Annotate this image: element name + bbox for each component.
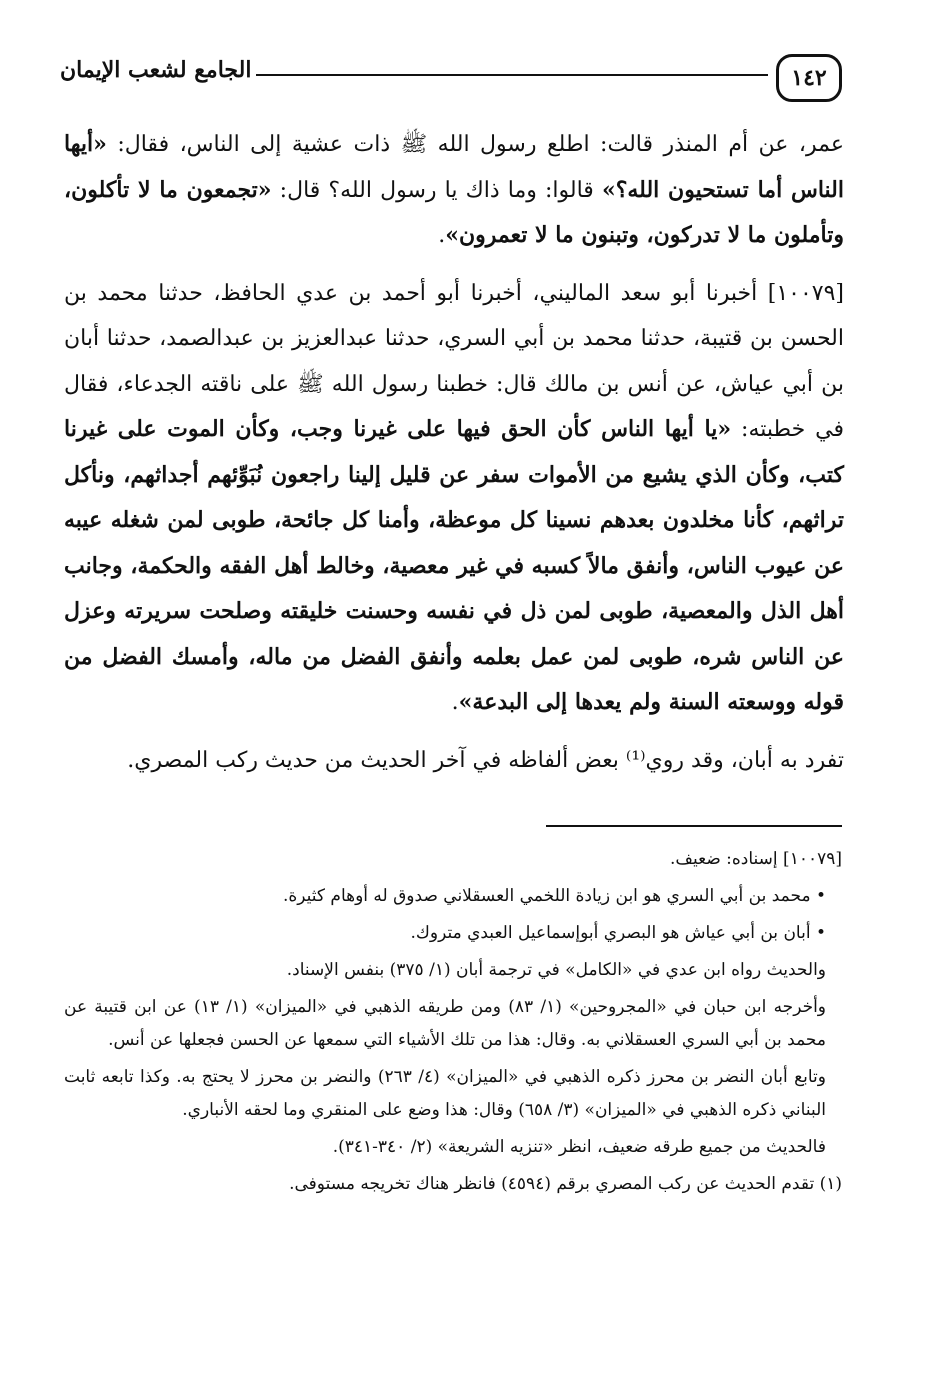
- isnad: [١٠٠٧٩] أخبرنا أبو سعد الماليني، أخبرنا أبو أحمد بن عدي الحافظ، حدثنا محمد بن الحسن بن قتيبة، حدثنا محمد بن أبي السري، حدثنا عبدالعزيز بن عبدالصمد، حدثنا أبان بن أبي عياش، عن أنس بن مالك قال: خطبنا رسول الله ﷺ على ناقته الجدعاء، فقال في خطبته:: [64, 280, 844, 442]
- book-title: الجامع لشعب الإيمان: [60, 57, 252, 83]
- paragraph-3: تفرد به أبان، وقد روي⁽¹⁾ بعض ألفاظه في آخر الحديث من حديث ركب المصري.: [127, 747, 844, 773]
- text: قالوا: وما ذاك يا رسول الله؟ قال:: [271, 177, 602, 203]
- footnote-rule: [546, 825, 842, 827]
- hadith-quote: «أيها الناس أما تستحيون الله؟»: [64, 131, 844, 203]
- paragraph-2: [64, 271, 844, 726]
- footnote-paragraph: والحديث رواه ابن عدي في «الكامل» في ترجمة أبان (١/ ٣٧٥) بنفس الإسناد.: [286, 960, 826, 980]
- main-text: [64, 122, 844, 795]
- footnote-bullet: • محمد بن أبي السري هو ابن زيادة اللخمي العسقلاني صدوق له أوهام كثيرة.: [64, 880, 842, 913]
- paragraph-1: [64, 122, 844, 259]
- page-number: ١٤٢: [776, 54, 842, 102]
- header-rule: [256, 74, 768, 76]
- footnote-bullet: • أبان بن أبي عياش هو البصري أبوإسماعيل العبدي متروك.: [64, 917, 842, 950]
- text: عمر، عن أم المنذر قالت: اطلع رسول الله ﷺ ذات عشية إلى الناس، فقال:: [106, 132, 844, 157]
- hadith-quote: «يا أيها الناس كأن الحق فيها على غيرنا وجب، وكأن الموت على غيرنا كتب، وكأن الذي يشيع من الأموات سفر عن قليل إلينا راجعون نُبَوِّئهم أجداثهم، ونأكل تراثهم، كأنا مخلدون بعدهم نسينا كل موعظة، وأمنا كل جائحة، طوبى لمن شغله عيبه عن عيوب الناس، وأنفق مالاً كسبه في غير معصية، وخالط أهل الفقه والحكمة، وجانب أهل الذل والمعصية، طوبى لمن ذل في نفسه وحسنت خليقته وصلحت سريرته وعزل عن الناس شره، طوبى لمن عمل بعلمه وأنفق الفضل من ماله، وأمسك الفضل من قوله ووسعته السنة ولم يعدها إلى البدعة»: [64, 416, 844, 715]
- text: .: [451, 690, 459, 715]
- footnote-heading: [١٠٠٧٩] إسناده: ضعيف.: [670, 849, 842, 869]
- text: .: [438, 223, 446, 248]
- footnote-1: (١) تقدم الحديث عن ركب المصري برقم (٤٥٩٤) فانظر هناك تخريجه مستوفى.: [289, 1174, 842, 1194]
- footnotes: [64, 843, 842, 1205]
- footnote-paragraph: وتابع أبان النضر بن محرز ذكره الذهبي في «الميزان» (٤/ ٢٦٣) والنضر بن محرز لا يحتج به. وكذا تابعه ثابت البناني ذكره الذهبي في «الميزان» (٣/ ٦٥٨) وقال: هذا وضع على المنقري وما لحقه الأنباري.: [64, 1067, 826, 1120]
- footnote-paragraph: فالحديث من جميع طرقه ضعيف، انظر «تنزيه الشريعة» (٢/ ٣٤٠-٣٤١).: [332, 1137, 826, 1157]
- footnote-paragraph: وأخرجه ابن حبان في «المجروحين» (١/ ٨٣) ومن طريقه الذهبي في «الميزان» (١/ ١٣) عن ابن قتيبة عن محمد بن أبي السري العسقلاني به. وقال: هذا من تلك الأشياء التي سمعها عن الحسن فجعلها عن أنس.: [64, 997, 827, 1050]
- hadith-quote: «تجمعون ما لا تأكلون، وتأملون ما لا تدركون، وتبنون ما لا تعمرون»: [64, 176, 844, 248]
- page-header: [60, 52, 842, 108]
